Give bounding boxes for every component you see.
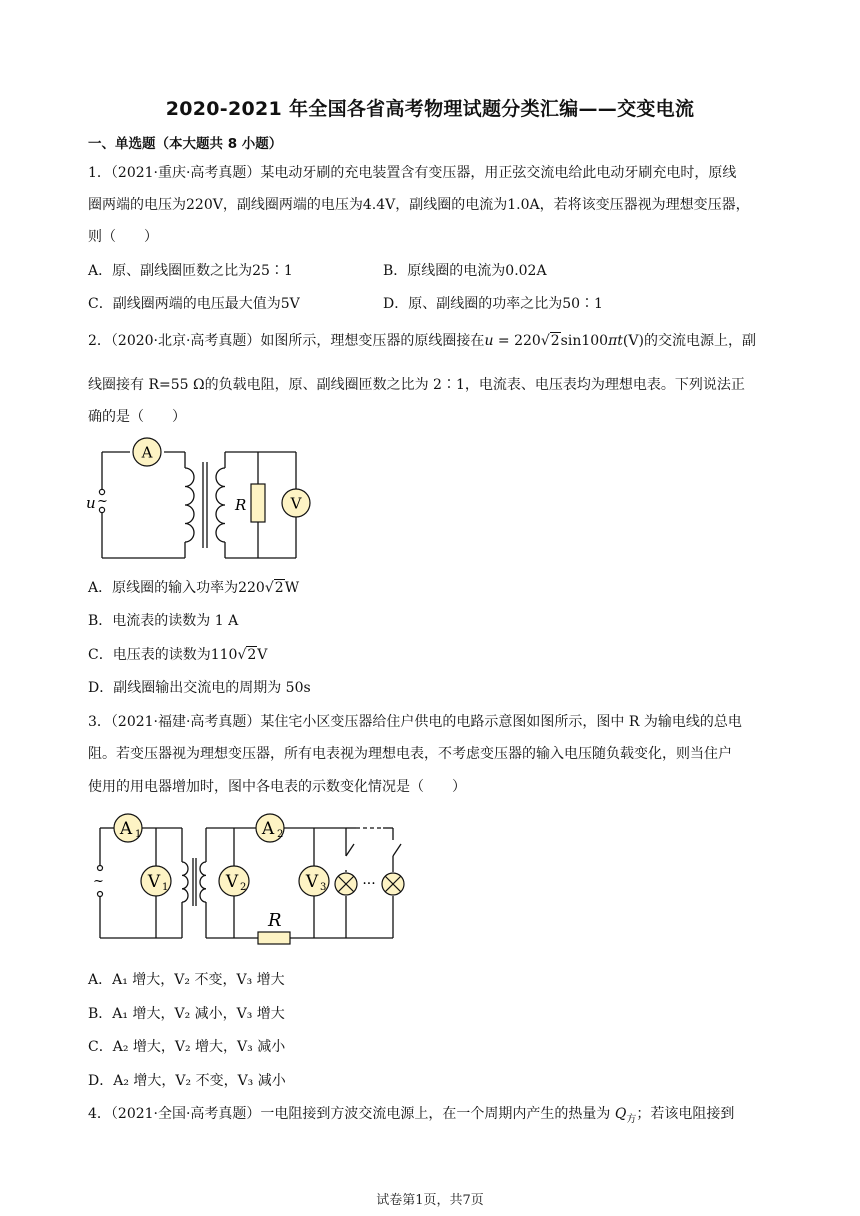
q2-circuit-diagram <box>80 432 330 570</box>
q1-option-b[interactable]: B．原线圈的电流为0.02A <box>383 263 547 279</box>
q3-voltmeter2-label: V <box>225 872 239 892</box>
q3-ammeter1-label: A <box>119 819 133 839</box>
page-footer: 试卷第1页，共7页 <box>376 1193 484 1208</box>
svg-text:2: 2 <box>240 882 247 893</box>
q3-stem-line2: 阻。若变压器视为理想变压器，所有电表视为理想电表，不考虑变压器的输入电压随负载变化，则当住户 <box>88 746 732 762</box>
q2-stem-line1 <box>88 330 756 350</box>
q3-stem-line3: 使用的用电器增加时，图中各电表的示数变化情况是（ ） <box>88 779 466 795</box>
svg-text:1: 1 <box>135 829 142 840</box>
q3-option-a[interactable]: A．A₁ 增大，V₂ 不变，V₃ 增大 <box>88 972 285 988</box>
svg-text:2: 2 <box>277 829 284 840</box>
q2-resistor-label: R <box>235 496 247 514</box>
q1-stem-line1: 1．（2021·重庆·高考真题）某电动牙刷的充电装置含有变压器，用正弦交流电给此电动牙刷充电时，原线 <box>88 165 737 181</box>
q2-option-d[interactable]: D．副线圈输出交流电的周期为 50s <box>88 680 311 696</box>
document-title: 2020-2021 年全国各省高考物理试题分类汇编——交变电流 <box>165 98 695 120</box>
q3-resistor-icon <box>258 932 290 944</box>
q3-voltmeter3-label: V <box>305 872 319 892</box>
q3-circuit-diagram <box>88 810 418 950</box>
q3-option-c[interactable]: C．A₂ 增大，V₂ 增大，V₃ 减小 <box>88 1039 286 1055</box>
q3-option-b[interactable]: B．A₁ 增大，V₂ 减小，V₃ 增大 <box>88 1006 285 1022</box>
q3-resistor-label: R <box>268 910 282 931</box>
q2-option-b[interactable]: B．电流表的读数为 1 A <box>88 613 239 629</box>
q2-resistor-icon <box>251 484 265 522</box>
q2-stem-text-post: 的交流电源上，副 <box>643 333 756 349</box>
q3-ac-symbol: ~ <box>93 874 104 889</box>
q2-option-c[interactable]: C．电压表的读数为110√2V <box>88 647 268 663</box>
q2-ac-symbol: ~ <box>97 494 108 509</box>
q3-ammeter2-label: A <box>261 819 275 839</box>
q2-voltmeter-label: V <box>290 494 302 513</box>
q3-lamp-dots: ··· <box>362 876 376 892</box>
q4-heat-symbol: Q <box>614 1106 627 1122</box>
q3-lamp2-icon <box>382 873 404 895</box>
q2-option-a[interactable]: A．原线圈的输入功率为220√2W <box>88 580 300 596</box>
svg-text:1: 1 <box>162 882 169 893</box>
q1-stem-line2: 圈两端的电压为220V，副线圈两端的电压为4.4V，副线圈的电流为1.0A，若将该变压器视为理想变压器， <box>88 197 750 213</box>
q2-formula-sqrt: 2 <box>550 333 560 349</box>
q2-formula: u = 220√2sin100πt(V) <box>484 333 644 349</box>
svg-text:3: 3 <box>320 882 327 893</box>
q3-lamp1-icon <box>335 873 357 895</box>
q1-stem-line3: 则（ ） <box>88 229 158 245</box>
q4-stem-line1: 4．（2021·全国·高考真题）一电阻接到方波交流电源上，在一个周期内产生的热量为 $Q_方$；若该电阻接到 <box>88 1106 735 1125</box>
q2-stem-text-pre: 2．（2020·北京·高考真题）如图所示，理想变压器的原线圈接在 <box>88 333 485 349</box>
section-heading: 一、单选题（本大题共 8 小题） <box>88 136 283 152</box>
q1-option-c[interactable]: C．副线圈两端的电压最大值为5V <box>88 296 300 312</box>
q2-ammeter-label: A <box>141 443 153 462</box>
q1-option-a[interactable]: A．原、副线圈匝数之比为25∶1 <box>88 263 293 279</box>
q2-stem-line2: 线圈接有 R=55 Ω的负载电阻，原、副线圈匝数之比为 2∶1，电流表、电压表均为理想电表。下列说法正 <box>88 377 745 393</box>
q1-option-d[interactable]: D．原、副线圈的功率之比为50∶1 <box>383 296 603 312</box>
q2-stem-line3: 确的是（ ） <box>88 409 186 425</box>
q3-option-d[interactable]: D．A₂ 增大，V₂ 不变，V₃ 减小 <box>88 1073 286 1089</box>
q2-source-label: u <box>86 494 96 512</box>
q3-voltmeter1-label: V <box>147 872 161 892</box>
q3-stem-line1: 3．（2021·福建·高考真题）某住宅小区变压器给住户供电的电路示意图如图所示，图中 R 为输电线的总电 <box>88 714 742 730</box>
